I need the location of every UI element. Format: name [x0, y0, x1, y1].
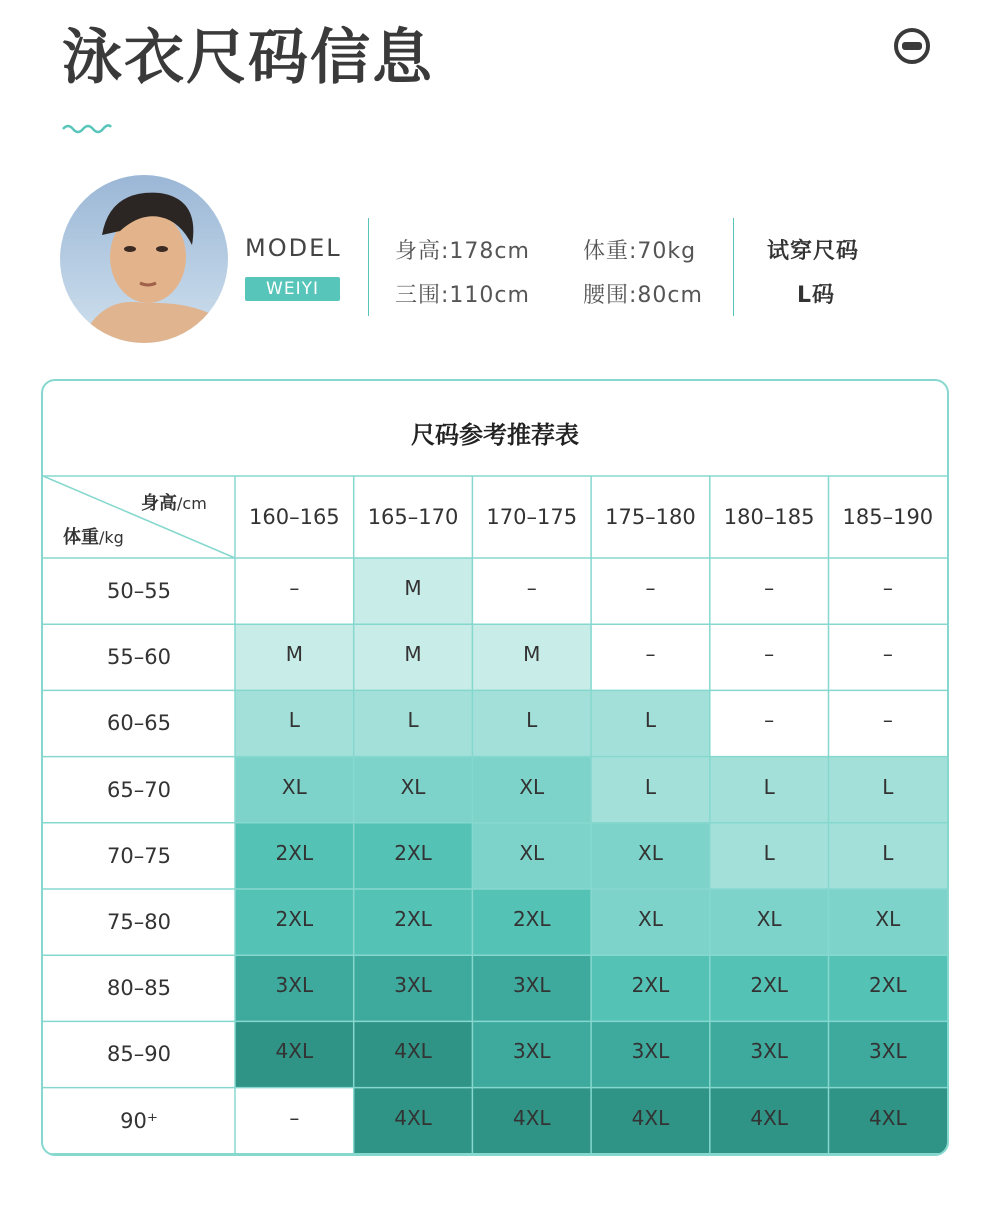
weight-range-header: 75–80 [107, 910, 171, 934]
size-cell: 2XL [631, 973, 670, 998]
model-weight: 体重:70kg [583, 239, 697, 264]
weight-range-header: 70–75 [107, 843, 171, 868]
height-range-header: 160–165 [249, 505, 340, 529]
model-height: 身高:178cm [395, 239, 530, 264]
size-cell: L [644, 708, 657, 733]
size-cell: 3XL [869, 1039, 907, 1064]
size-cell: – [882, 708, 893, 733]
size-cell: M [285, 642, 303, 667]
size-cell: – [764, 708, 775, 733]
weight-range-header: 55–60 [107, 645, 171, 670]
size-cell: – [764, 642, 775, 667]
size-cell: XL [756, 907, 782, 931]
divider [733, 218, 734, 316]
height-header: 身高 [141, 493, 177, 514]
size-cell: L [407, 708, 419, 733]
model-chest: 三围:110cm [395, 283, 530, 308]
size-cell: L [526, 708, 538, 733]
size-cell: XL [875, 907, 901, 931]
size-cell: 4XL [275, 1039, 314, 1064]
size-cell: – [289, 1105, 300, 1130]
size-cell: 4XL [631, 1105, 670, 1130]
size-cell: L [763, 774, 775, 799]
page-title: 泳衣尺码信息 [62, 23, 434, 93]
size-cell: – [882, 576, 893, 600]
height-range-header: 180–185 [723, 505, 815, 529]
size-cell: XL [638, 907, 663, 931]
weight-range-header: 65–70 [107, 777, 171, 802]
size-cell: 4XL [750, 1105, 788, 1130]
model-name-badge: WEIYI [245, 277, 340, 301]
height-range-header: 170–175 [486, 505, 578, 529]
divider [368, 218, 369, 316]
size-cell: L [288, 708, 300, 733]
size-cell: 2XL [275, 840, 314, 865]
size-cell: M [523, 642, 541, 667]
size-cell: 2XL [275, 907, 314, 931]
size-cell: 2XL [869, 973, 907, 998]
size-cell: L [882, 774, 894, 799]
goggles-icon [893, 27, 931, 65]
size-cell: 3XL [512, 973, 551, 998]
size-cell: 2XL [750, 973, 788, 998]
wave-icon [62, 120, 112, 134]
size-cell: 4XL [512, 1105, 551, 1130]
size-cell: L [644, 774, 657, 799]
size-cell: – [645, 576, 656, 600]
size-cell: XL [400, 774, 426, 799]
size-cell: – [645, 642, 656, 667]
size-chart-title: 尺码参考推荐表 [411, 421, 579, 449]
size-cell: 3XL [750, 1039, 788, 1064]
size-cell: 2XL [512, 907, 551, 931]
size-cell: 4XL [394, 1105, 432, 1130]
size-cell: 3XL [631, 1039, 670, 1064]
height-range-header: 185–190 [842, 505, 934, 529]
size-cell: 3XL [275, 973, 314, 998]
size-cell: 4XL [394, 1039, 432, 1064]
tryon-size: L码 [797, 283, 836, 308]
model-avatar [60, 175, 228, 343]
tryon-label: 试穿尺码 [767, 239, 860, 264]
weight-range-header: 80–85 [107, 976, 171, 1001]
height-range-header: 175–180 [605, 505, 696, 529]
height-unit: /cm [177, 494, 207, 513]
size-cell: 3XL [394, 973, 432, 998]
size-cell: L [763, 840, 775, 865]
size-cell: XL [519, 840, 545, 865]
weight-range-header: 85–90 [107, 1042, 171, 1067]
weight-axis-label [63, 523, 124, 549]
weight-header: 体重 [63, 527, 99, 548]
size-cell: XL [281, 774, 307, 799]
height-axis-label [141, 489, 207, 515]
size-cell: 2XL [394, 907, 432, 931]
size-cell: 3XL [512, 1039, 551, 1064]
size-cell: XL [638, 840, 663, 865]
size-cell: – [289, 576, 300, 600]
size-cell: – [526, 576, 537, 600]
size-cell: M [404, 642, 422, 667]
model-waist: 腰围:80cm [583, 283, 703, 308]
size-cell: 4XL [869, 1105, 907, 1130]
size-cell: L [882, 840, 894, 865]
weight-range-header: 90⁺ [120, 1108, 158, 1133]
model-label: MODEL [245, 234, 342, 262]
size-cell: 2XL [394, 840, 432, 865]
weight-range-header: 50–55 [107, 579, 171, 603]
size-cell: – [882, 642, 893, 667]
weight-unit: /kg [99, 528, 124, 547]
weight-range-header: 60–65 [107, 711, 171, 736]
size-cell: – [764, 576, 775, 600]
height-range-header: 165–170 [367, 505, 459, 529]
size-cell: M [404, 576, 422, 600]
size-chart-card [41, 379, 949, 1156]
size-cell: XL [519, 774, 545, 799]
